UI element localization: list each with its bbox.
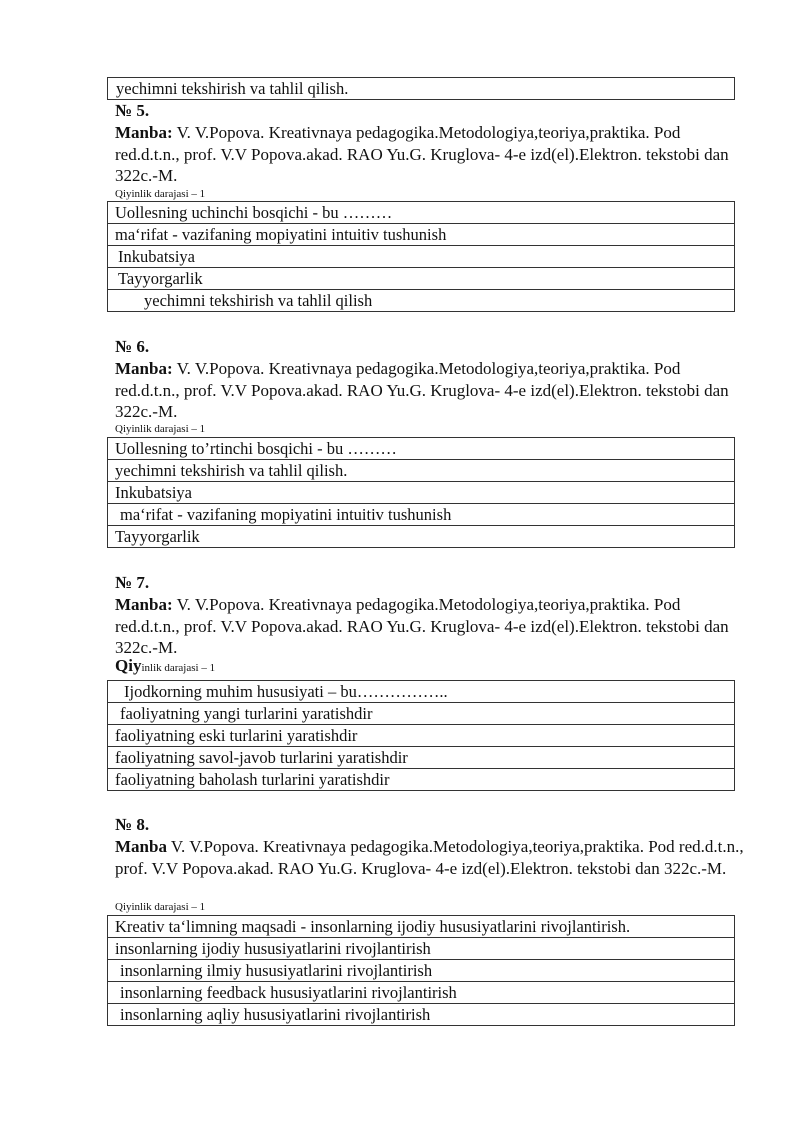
answer-option: faoliyatning eski turlarini yaratishdir: [108, 725, 735, 747]
difficulty-level-bold: Qiy: [115, 656, 142, 675]
answer-option: Inkubatsiya: [108, 246, 735, 268]
question-number: № 6.: [115, 337, 150, 356]
difficulty-level: Qiyinlik darajasi – 1: [115, 901, 206, 913]
source-citation: [115, 594, 745, 659]
answer-option: yechimni tekshirish va tahlil qilish: [108, 290, 735, 312]
answer-option: ma‘rifat - vazifaning mopiyatini intuitiv tushunish: [108, 224, 735, 246]
question-number: № 8.: [115, 815, 150, 834]
question-prompt: Uollesning uchinchi bosqichi - bu ………: [108, 202, 735, 224]
answer-option: faoliyatning baholash turlarini yaratishdir: [108, 769, 735, 791]
question-table: [107, 915, 735, 1026]
answer-option: Inkubatsiya: [108, 482, 735, 504]
question-prompt: Uollesning to’rtinchi bosqichi - bu ………: [108, 438, 735, 460]
answer-option: Tayyorgarlik: [108, 526, 735, 548]
answer-option: insonlarning feedback hususiyatlarini rivojlantirish: [108, 982, 735, 1004]
question-number: № 7.: [115, 573, 150, 592]
question-prompt: Kreativ ta‘limning maqsadi - insonlarning ijodiy hususiyatlarini rivojlantirish.: [108, 916, 735, 938]
source-label: Manba: [115, 837, 167, 856]
answer-option: ma‘rifat - vazifaning mopiyatini intuitiv tushunish: [108, 504, 735, 526]
question-table: [107, 680, 735, 791]
question-number: № 5.: [115, 101, 150, 120]
source-label: Manba:: [115, 359, 173, 378]
answer-option: insonlarning ilmiy hususiyatlarini rivojlantirish: [108, 960, 735, 982]
prev-question-table: [107, 77, 735, 100]
difficulty-level: [115, 656, 216, 675]
source-label: Manba:: [115, 123, 173, 142]
source-citation: [115, 122, 745, 187]
answer-option: yechimni tekshirish va tahlil qilish.: [108, 460, 735, 482]
difficulty-level: Qiyinlik darajasi – 1: [115, 423, 206, 435]
answer-option: faoliyatning yangi turlarini yaratishdir: [108, 703, 735, 725]
question-table: [107, 437, 735, 548]
source-citation: [115, 358, 745, 423]
source-citation: [115, 836, 745, 879]
source-text: V. V.Popova. Kreativnaya pedagogika.Metodologiya,teoriya,praktika. Pod red.d.t.n., prof. V.V Popova.akad. RAO Yu.G. Kruglova- 4-e izd(el).Elektron. tekstobi dan 322c.-M.: [115, 837, 744, 878]
source-label: Manba:: [115, 595, 173, 614]
answer-option: insonlarning aqliy hususiyatlarini rivojlantirish: [108, 1004, 735, 1026]
question-table: [107, 201, 735, 312]
source-text: V. V.Popova. Kreativnaya pedagogika.Metodologiya,teoriya,praktika. Pod red.d.t.n., prof. V.V Popova.akad. RAO Yu.G. Kruglova- 4-e izd(el).Elektron. tekstobi dan 322c.-M.: [115, 123, 729, 185]
table-row: yechimni tekshirish va tahlil qilish.: [108, 78, 735, 100]
source-text: V. V.Popova. Kreativnaya pedagogika.Metodologiya,teoriya,praktika. Pod red.d.t.n., prof. V.V Popova.akad. RAO Yu.G. Kruglova- 4-e izd(el).Elektron. tekstobi dan 322c.-M.: [115, 359, 729, 421]
answer-option: insonlarning ijodiy hususiyatlarini rivojlantirish: [108, 938, 735, 960]
difficulty-level-rest: inlik darajasi – 1: [141, 662, 216, 674]
difficulty-level: Qiyinlik darajasi – 1: [115, 188, 206, 200]
answer-option: faoliyatning savol-javob turlarini yaratishdir: [108, 747, 735, 769]
question-prompt: Ijodkorning muhim hususiyati – bu……………..: [108, 681, 735, 703]
source-text: V. V.Popova. Kreativnaya pedagogika.Metodologiya,teoriya,praktika. Pod red.d.t.n., prof. V.V Popova.akad. RAO Yu.G. Kruglova- 4-e izd(el).Elektron. tekstobi dan 322c.-M.: [115, 595, 729, 657]
answer-option: Tayyorgarlik: [108, 268, 735, 290]
